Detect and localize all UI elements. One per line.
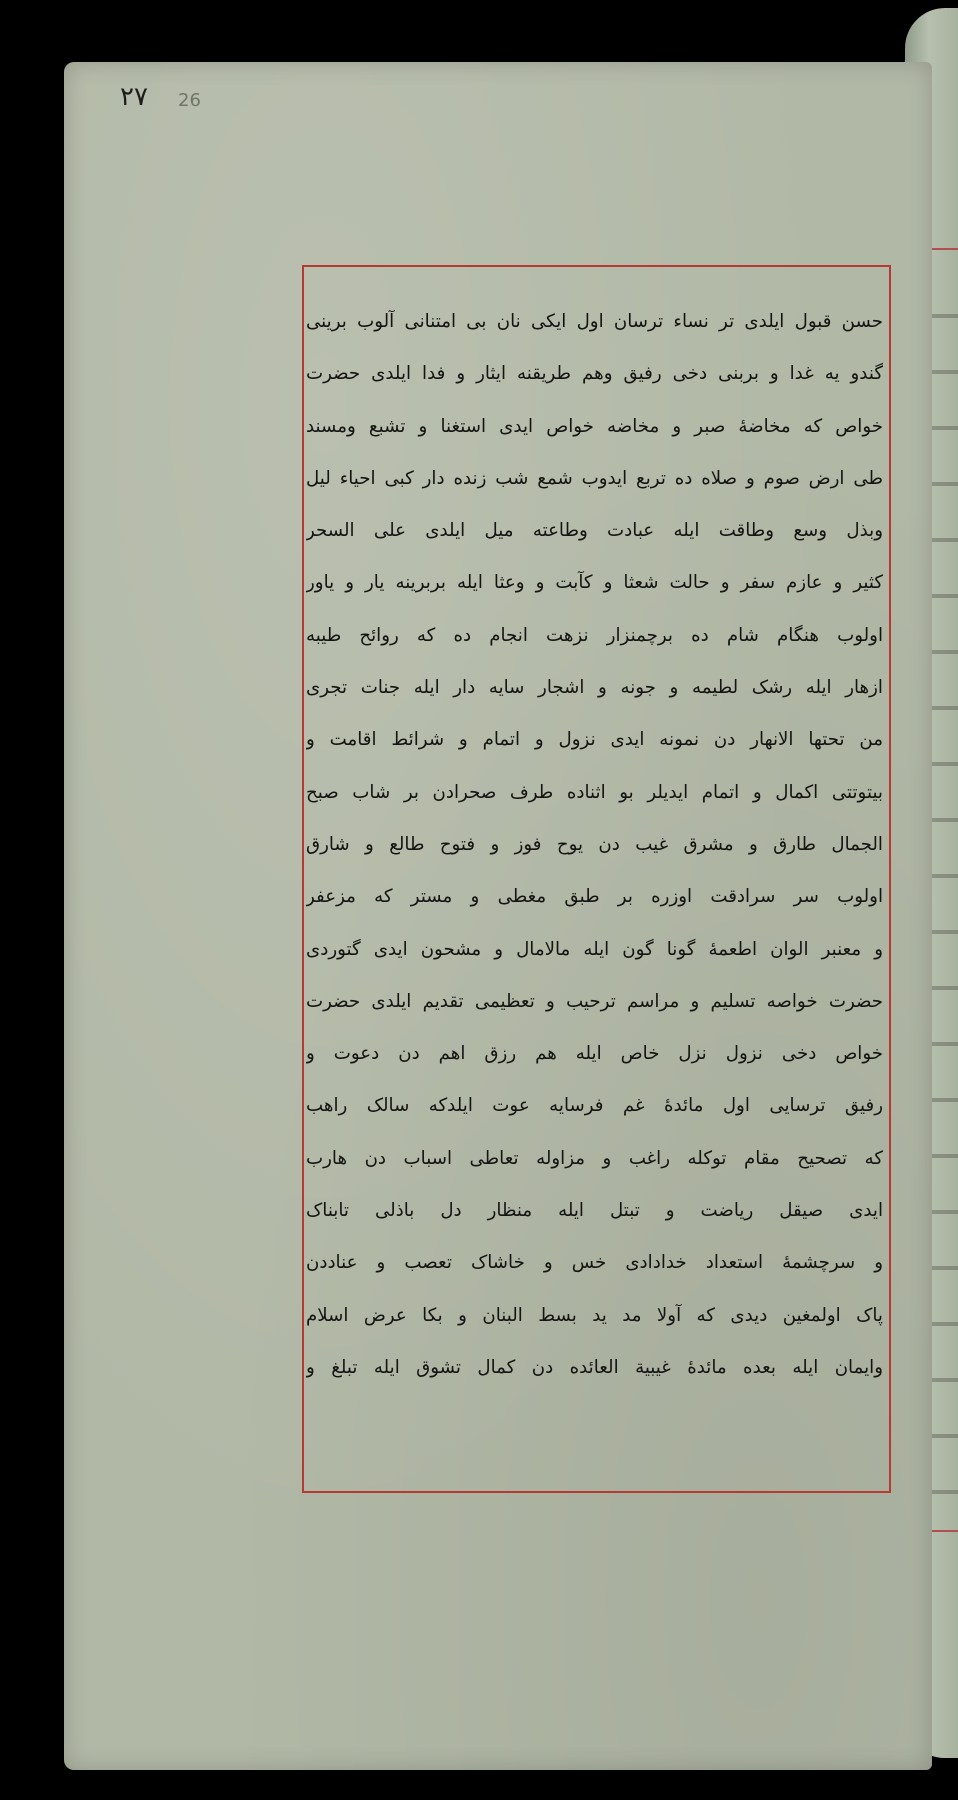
text-line: گندو یه غدا و بربنی دخی رفیق وهم طریقنه ایثار و فدا ایلدی حضرت [306,363,883,385]
text-line: رفیق ترسایی اول مائدهٔ غم فرسایه عوت ایلدکه سالک راهب [306,1095,883,1117]
text-line: خواص که مخاضهٔ صبر و مخاضه خواص ایدی استغنا و تشبع ومسند [306,415,883,437]
text-line: حضرت خواصه تسلیم و مراسم ترحیب و تعظیمی تقدیم ایلدی حضرت [306,990,883,1012]
folio-pencil-number: 26 [178,90,201,111]
text-line: خواص دخی نزول نزل خاص ایله هم رزق اهم دن دعوت و [306,1043,883,1065]
text-line: کثیر و عازم سفر و حالت شعثا و کآبت و وعثا ایله بربرینه یار و یاور [306,572,883,594]
text-line: طی ارض صوم و صلاه ده تربع ایدوب شمع شب زنده دار کبی احیاء لیل [306,467,883,489]
folio-number: ٢٧ [120,82,148,112]
text-line: وایمان ایله بعده مائدهٔ غیبیة العائده دن کمال تشوق ایله تبلغ و [306,1356,883,1378]
text-line: که تصحیح مقام توکله راغب و مزاوله تعاطی اسباب دن هارب [306,1147,883,1169]
text-line: و سرچشمهٔ استعداد خدادادی خس و خاشاک تعصب و عناددن [306,1252,883,1274]
text-block [306,296,883,1394]
text-line: من تحتها الانهار دن نمونه ایدی نزول و اتمام و شرائط اقامت و [306,729,883,751]
text-line: بیتوتتی اکمال و اتمام ایدیلر بو اثناده طرف صحرادن بر شاب صبح [306,781,883,803]
text-line: و معنبر الوان اطعمهٔ گونا گون ایله مالامال و مشحون ایدی گتوردی [306,938,883,960]
text-line: حسن قبول ایلدی تر نساء ترسان اول ایکی نان بی امتنانی آلوب برینی [306,311,883,332]
text-line: پاک اولمغین دیدی که آولا مد ید بسط البنان و بکا عرض اسلام [306,1304,883,1326]
text-line: ازهار ایله رشک لطیمه و جونه و اشجار سایه دار ایله جنات تجری [306,677,883,699]
text-line: الجمال طارق و مشرق غیب دن یوح فوز و فتوح طالع و شارق [306,833,883,855]
text-line: اولوب سر سرادقت اوزره بر طبق مغطی و مستر که مزعفر [306,886,883,908]
text-line: وبذل وسع وطاقت ایله عبادت وطاعته میل ایلدی علی السحر [306,520,883,542]
text-line: ایدی صیقل ریاضت و تبتل ایله منظار دل باذلی تابناک [306,1200,883,1222]
text-line: اولوب هنگام شام ده برچمنزار نزهت انجام ده که روائح طیبه [306,624,883,646]
